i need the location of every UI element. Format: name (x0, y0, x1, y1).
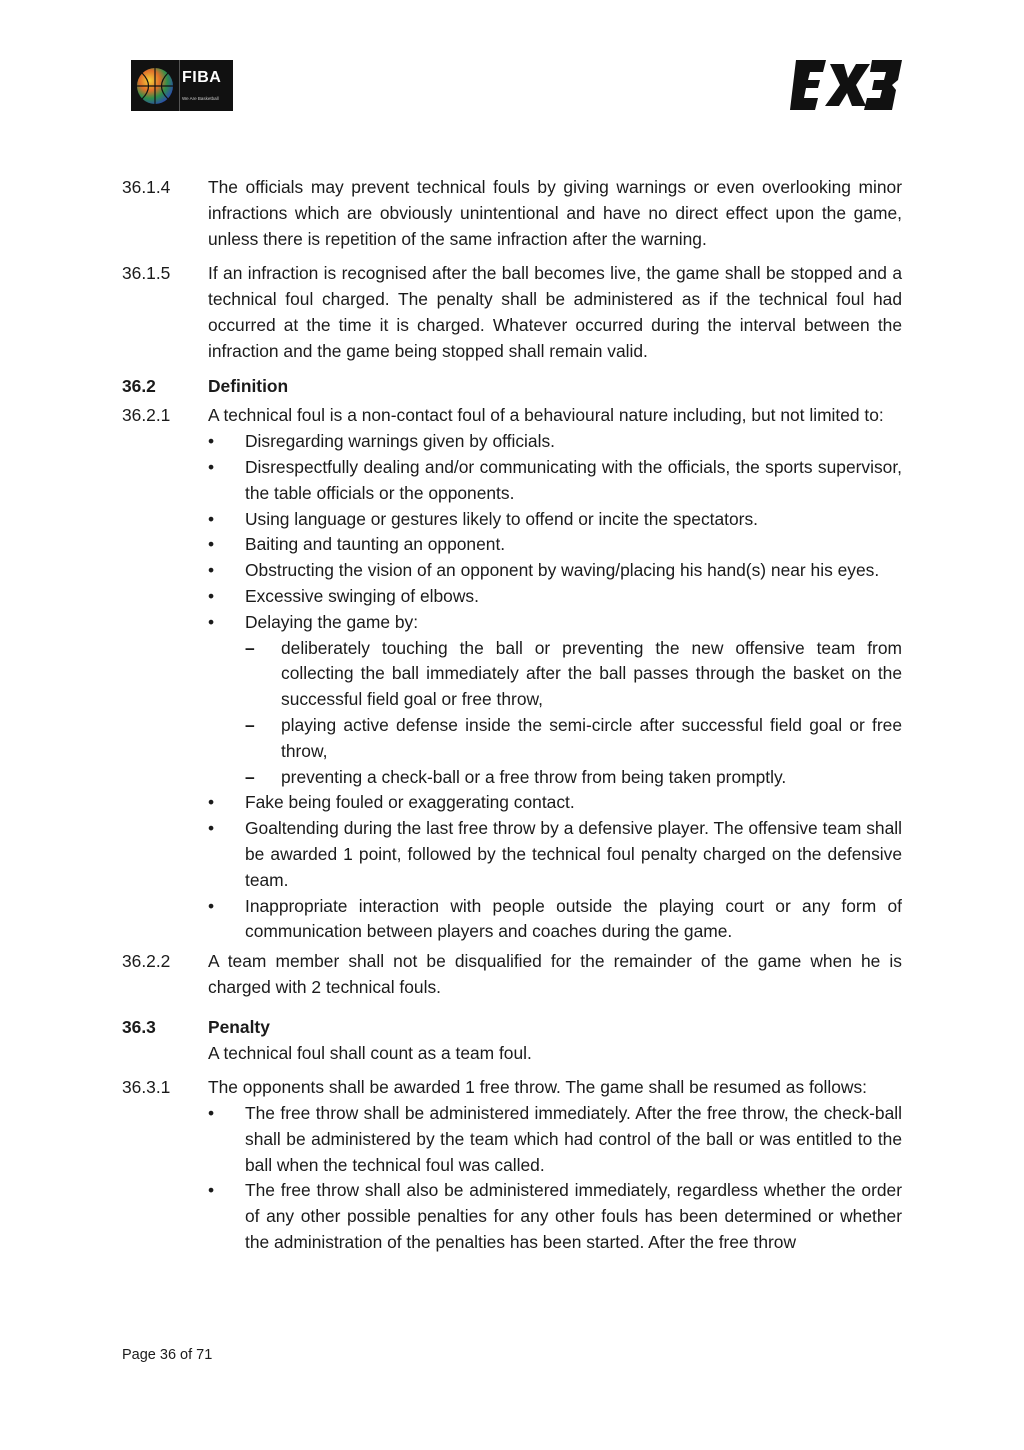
list-item: • Using language or gestures likely to offend or incite the spectators. (208, 507, 902, 533)
list-item: • Disrespectfully dealing and/or communicating with the officials, the sports supervisor, the table officials or the opponents. (208, 455, 902, 507)
fiba-logo (131, 60, 233, 111)
section-text: The officials may prevent technical fouls by giving warnings or even overlooking minor infractions which are obviously unintentional and have no direct effect upon the game, unless there is repetition of the same infraction after the warning. (208, 177, 902, 249)
list-item: • Obstructing the vision of an opponent by waving/placing his hand(s) near his eyes. (208, 558, 902, 584)
section-number: 36.3 (122, 1016, 156, 1037)
sublist-item: – playing active defense inside the semi-circle after successful field goal or free throw, (245, 713, 902, 765)
section-text: The opponents shall be awarded 1 free throw. The game shall be resumed as follows: (208, 1077, 867, 1098)
list-item: • Fake being fouled or exaggerating contact. (208, 790, 902, 816)
sublist-item: – preventing a check-ball or a free throw from being taken promptly. (245, 765, 902, 791)
section-number: 36.1.4 (122, 177, 171, 197)
list-item: • Baiting and taunting an opponent. (208, 532, 902, 558)
list-item: • The free throw shall also be administered immediately, regardless whether the order of any other possible penalties for any other fouls has been determined or whether the administration of the penalties has been started. After the free throw (208, 1178, 902, 1255)
list-item: • Disregarding warnings given by officials. (208, 429, 902, 455)
penalty-list (208, 1101, 902, 1256)
basketball-globe-icon (131, 60, 179, 111)
list-item: • Goaltending during the last free throw by a defensive player. The offensive team shall be awarded 1 point, followed by the technical foul penalty charged on the defensive team. (208, 816, 902, 893)
sublist-item: – deliberately touching the ball or preventing the new offensive team from collecting the ball immediately after the ball passes through the basket on the successful field goal or free throw, (245, 636, 902, 713)
section-number: 36.3.1 (122, 1077, 171, 1098)
section-number: 36.1.5 (122, 263, 171, 284)
section-36-2-heading (122, 374, 902, 400)
page-number: Page 36 of 71 (122, 1347, 213, 1363)
delay-sublist (245, 636, 902, 791)
list-item: • Inappropriate interaction with people outside the playing court or any form of communication between players and coaches during the game. (208, 894, 902, 946)
section-text: A technical foul shall count as a team foul. (208, 1042, 532, 1063)
section-title: Definition (208, 375, 289, 396)
section-title: Penalty (208, 1016, 270, 1037)
section-36-3-1 (122, 1075, 902, 1256)
list-item-delaying (208, 610, 902, 791)
section-36-2-1 (122, 403, 902, 945)
technical-foul-list (208, 429, 902, 945)
list-item-text: • Delaying the game by: (245, 611, 419, 632)
section-text: A technical foul is a non-contact foul of a behavioural nature including, but not limited to: (208, 405, 884, 426)
section-number: 36.2.1 (122, 405, 171, 426)
list-item: • Excessive swinging of elbows. (208, 584, 902, 610)
section-number: 36.2.2 (122, 951, 171, 972)
fiba-wordmark: FIBA (182, 69, 222, 86)
section-number: 36.2 (122, 375, 156, 396)
section-36-1-4 (122, 175, 902, 252)
section-36-1-5 (122, 261, 902, 364)
fiba-tagline: We Are Basketball (182, 96, 219, 101)
section-text: A team member shall not be disqualified for the remainder of the game when he is charged with 2 technical fouls. (208, 951, 902, 997)
section-text: If an infraction is recognised after the ball becomes live, the game shall be stopped and a technical foul charged. The penalty shall be administered as if the technical foul had occurred at the time it is charged. Whatever occurred during the interval between the infraction and the game being stopped shall remain valid. (208, 263, 902, 361)
section-36-2-2 (122, 949, 902, 1001)
list-item: • The free throw shall be administered immediately. After the free throw, the check-ball shall be administered by the team which had control of the ball or was entitled to the ball when the technical foul was called. (208, 1101, 902, 1178)
section-36-3 (122, 1015, 902, 1067)
3x3-logo-icon (790, 60, 902, 110)
